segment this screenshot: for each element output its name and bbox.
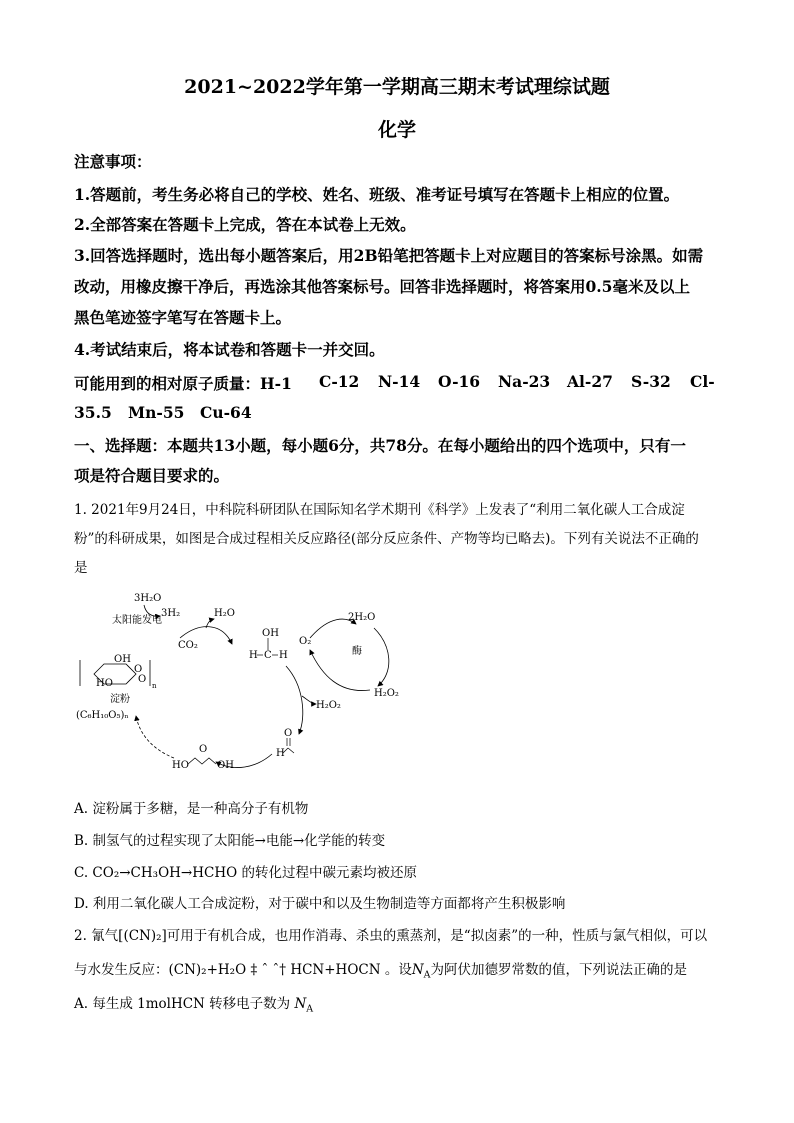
q2-option-a: [74, 992, 724, 1015]
label-methanol-c: C: [264, 650, 272, 661]
arrow-methanol-to-formaldehyde: [286, 666, 303, 734]
label-dha-ho: HO: [172, 760, 189, 771]
label-h2o: H₂O: [214, 608, 235, 619]
q1-stem-line-3: 是: [74, 560, 88, 576]
atomic-mass: C-12: [319, 372, 360, 391]
label-dha-o: O: [199, 744, 208, 755]
notice-item-3-cont2: 黑色笔迹签字笔写在答题卡上。: [74, 308, 292, 327]
label-3h2o: 3H₂O: [134, 593, 162, 604]
bond: [288, 748, 294, 753]
exam-title: 2021~2022学年第一学期高三期末考试理综试题: [184, 76, 610, 98]
atomic-mass: O-16: [438, 372, 481, 391]
label-methanol-h-right: H: [279, 650, 288, 661]
arrow-h2o2-out: [302, 696, 316, 704]
q2-stem-line-1: 2. 氰气[(CN)₂]可用于有机合成，也用作消毒、杀虫的熏蒸剂，是“拟卤素”的一种，性质与氯气相似，可以: [74, 928, 708, 944]
label-formaldehyde-h: H: [276, 748, 285, 759]
label-ring-o: O: [134, 664, 143, 675]
notice-item-4: 4.考试结束后，将本试卷和答题卡一并交回。: [74, 340, 385, 359]
q1-option-c: C. CO₂→CH₃OH→HCHO 的转化过程中碳元素均被还原: [74, 865, 417, 881]
atomic-masses-label: 可能用到的相对原子质量：H-1: [74, 374, 292, 393]
notice-item-3: 3.回答选择题时，选出每小题答案后，用2B铅笔把答题卡上对应题目的答案标号涂黑。如需: [74, 246, 704, 265]
label-n: n: [152, 682, 157, 690]
notice-heading: 注意事项：: [74, 152, 152, 171]
starch-synthesis-diagram: [74, 586, 414, 786]
q2-option-a-text: A. 每生成 1molHCN 转移电子数为: [74, 996, 291, 1012]
label-o2: O₂: [299, 636, 312, 647]
label-ring-ho: HO: [96, 678, 113, 689]
label-h2o2-right: H₂O₂: [374, 688, 399, 699]
atomic-mass: S-32: [631, 372, 671, 391]
label-3h2: 3H₂: [161, 608, 181, 619]
label-enzyme: 酶: [352, 646, 362, 657]
avogadro-subscript: A: [423, 969, 431, 981]
atomic-mass: Cl-: [690, 372, 715, 391]
q1-option-d: D. 利用二氧化碳人工合成淀粉，对于碳中和以及生物制造等方面都将产生积极影响: [74, 896, 566, 912]
label-solar-power: 太阳能发电: [112, 615, 162, 626]
label-formaldehyde-o: O: [284, 728, 293, 739]
label-2h2o: 2H₂O: [348, 612, 376, 623]
label-methanol-h-left: H: [249, 650, 258, 661]
label-starch-formula: (C₆H₁₀O₅)ₙ: [76, 710, 129, 721]
atomic-mass: N-14: [378, 372, 421, 391]
q2-stem-line-2a: 与水发生反应：(CN)₂+H₂O ‡ ˆ ˆ† HCN+HOCN 。设: [74, 962, 412, 978]
avogadro-symbol: N: [294, 996, 307, 1012]
atomic-mass: Cu-64: [200, 403, 252, 422]
q1-option-b: B. 制氢气的过程实现了太阳能→电能→化学能的转变: [74, 833, 386, 849]
subject-title: 化学: [377, 119, 416, 141]
q2-stem-line-2b: 为阿伏加德罗常数的值，下列说法正确的是: [430, 962, 687, 978]
q2-stem-line-2: [74, 958, 724, 981]
label-h2o2-mid: H₂O₂: [316, 700, 341, 711]
q1-option-a: A. 淀粉属于多糖，是一种高分子有机物: [74, 801, 309, 817]
avogadro-symbol: N: [411, 962, 424, 978]
arrow-dha-to-starch: [136, 716, 174, 758]
notice-item-3-cont1: 改动，用橡皮擦干净后，再选涂其他答案标号。回答非选择题时，将答案用0.5毫米及以上: [74, 277, 690, 296]
atomic-mass: 35.5: [74, 403, 112, 422]
notice-item-2: 2.全部答案在答题卡上完成，答在本试卷上无效。: [74, 215, 416, 234]
section-1-heading-cont: 项是符合题目要求的。: [74, 466, 230, 485]
atomic-mass: Na-23: [498, 372, 551, 391]
notice-item-1: 1.答题前，考生务必将自己的学校、姓名、班级、准考证号填写在答题卡上相应的位置。: [74, 185, 680, 204]
avogadro-subscript: A: [306, 1003, 314, 1015]
q1-stem-line-2: 粉”的科研成果，如图是合成过程相关反应路径(部分反应条件、产物等均已略去)。下列有关说法不正确的: [74, 531, 699, 547]
atomic-mass: Al-27: [567, 372, 613, 391]
label-ring-o2: O: [138, 674, 147, 685]
label-starch: 淀粉: [110, 694, 130, 705]
dha-chain: [188, 758, 216, 764]
arrow-enzyme-cycle: [374, 628, 389, 686]
label-methanol-oh: OH: [262, 628, 279, 639]
atomic-mass: Mn-55: [128, 403, 185, 422]
label-co2: CO₂: [178, 640, 198, 651]
label-dha-oh: OH: [217, 760, 234, 771]
section-1-heading: 一、选择题：本题共13小题，每小题6分，共78分。在每小题给出的四个选项中，只有一: [74, 436, 686, 455]
label-ring-oh: OH: [114, 654, 131, 665]
q1-stem-line-1: 1. 2021年9月24日，中科院科研团队在国际知名学术期刊《科学》上发表了“利用二氧化碳人工合成淀: [74, 502, 685, 518]
